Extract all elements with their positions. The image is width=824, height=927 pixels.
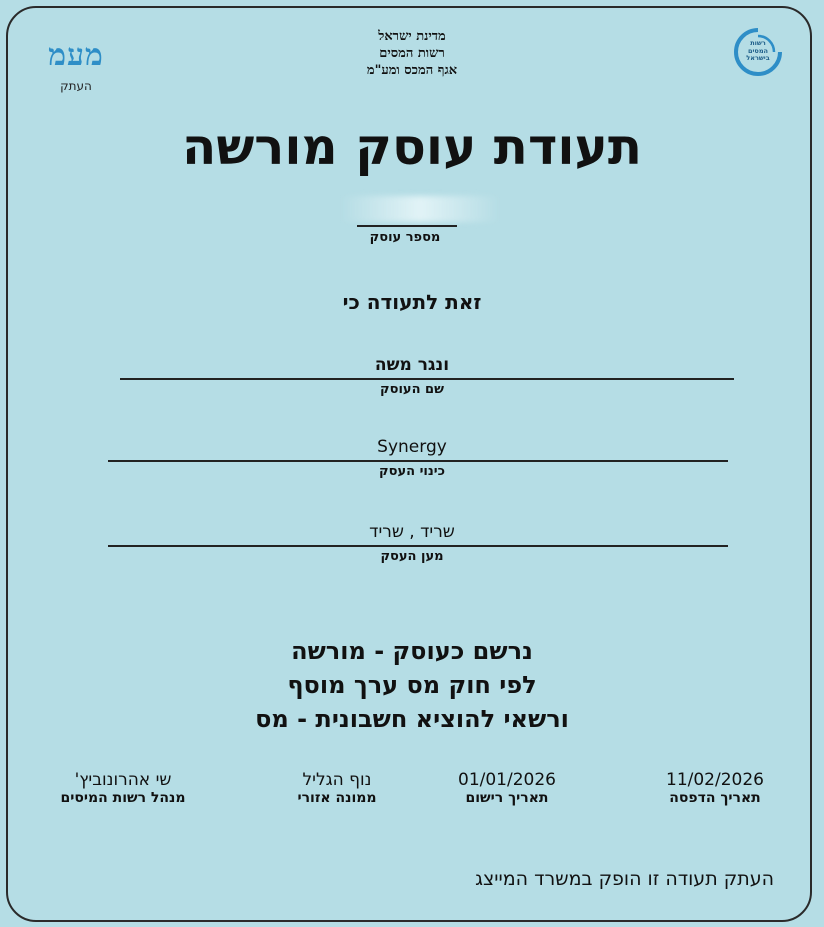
dealer-number-label: מספר עוסק [369, 230, 441, 245]
registration-date-label: תאריך רישום [465, 790, 549, 806]
statement-line-3: ורשאי להוציא חשבונית - מס [255, 705, 569, 733]
director-label: מנהל רשות המיסים [60, 790, 186, 806]
business-alias-rule [108, 460, 728, 462]
regional-manager-label: ממונה אזורי [297, 790, 377, 806]
header-line-division: אגף המכס ומע"מ [366, 63, 458, 78]
owner-name-value: ונגר משה [374, 355, 450, 375]
business-address-label: מען העסק [380, 549, 444, 564]
registration-date-value: 01/01/2026 [458, 770, 556, 790]
owner-name-rule [120, 378, 734, 380]
owner-name-label: שם העוסק [380, 382, 444, 397]
regional-manager-value: נוף הגליל [302, 770, 372, 790]
dealer-number-redacted [340, 196, 500, 222]
business-alias-label: כינוי העסק [379, 464, 445, 479]
statement-line-2: לפי חוק מס ערך מוסף [287, 671, 537, 699]
registration-date-block [432, 770, 582, 806]
regional-manager-block [262, 770, 412, 806]
vat-logo-mark: מעמ [48, 38, 104, 73]
header-line-authority: רשות המסים [379, 46, 445, 61]
business-alias-value: Synergy [377, 437, 447, 457]
registration-statement [162, 634, 662, 736]
issuer-header [312, 28, 512, 79]
certify-text: זאת לתעודה כי [342, 290, 482, 314]
statement-line-1: נרשם כעוסק - מורשה [291, 637, 533, 665]
tax-authority-emblem-icon [730, 24, 786, 80]
business-address-value: שריד , שריד [369, 522, 455, 542]
director-value: שי אהרונוביץ' [74, 770, 172, 790]
emblem-text: רשות המסים בישראל [746, 39, 770, 62]
director-block [28, 770, 218, 806]
copy-label: העתק [60, 79, 92, 93]
vat-logo [38, 38, 114, 93]
print-date-label: תאריך הדפסה [669, 790, 761, 806]
bottom-note: העתק תעודה זו הופק במשרד המייצג [475, 868, 774, 890]
business-address-rule [108, 545, 728, 547]
print-date-block [640, 770, 790, 806]
print-date-value: 11/02/2026 [666, 770, 764, 790]
dealer-number-rule [357, 225, 457, 227]
header-line-state: מדינת ישראל [378, 29, 446, 44]
page-title: תעודת עוסק מורשה [182, 118, 642, 176]
